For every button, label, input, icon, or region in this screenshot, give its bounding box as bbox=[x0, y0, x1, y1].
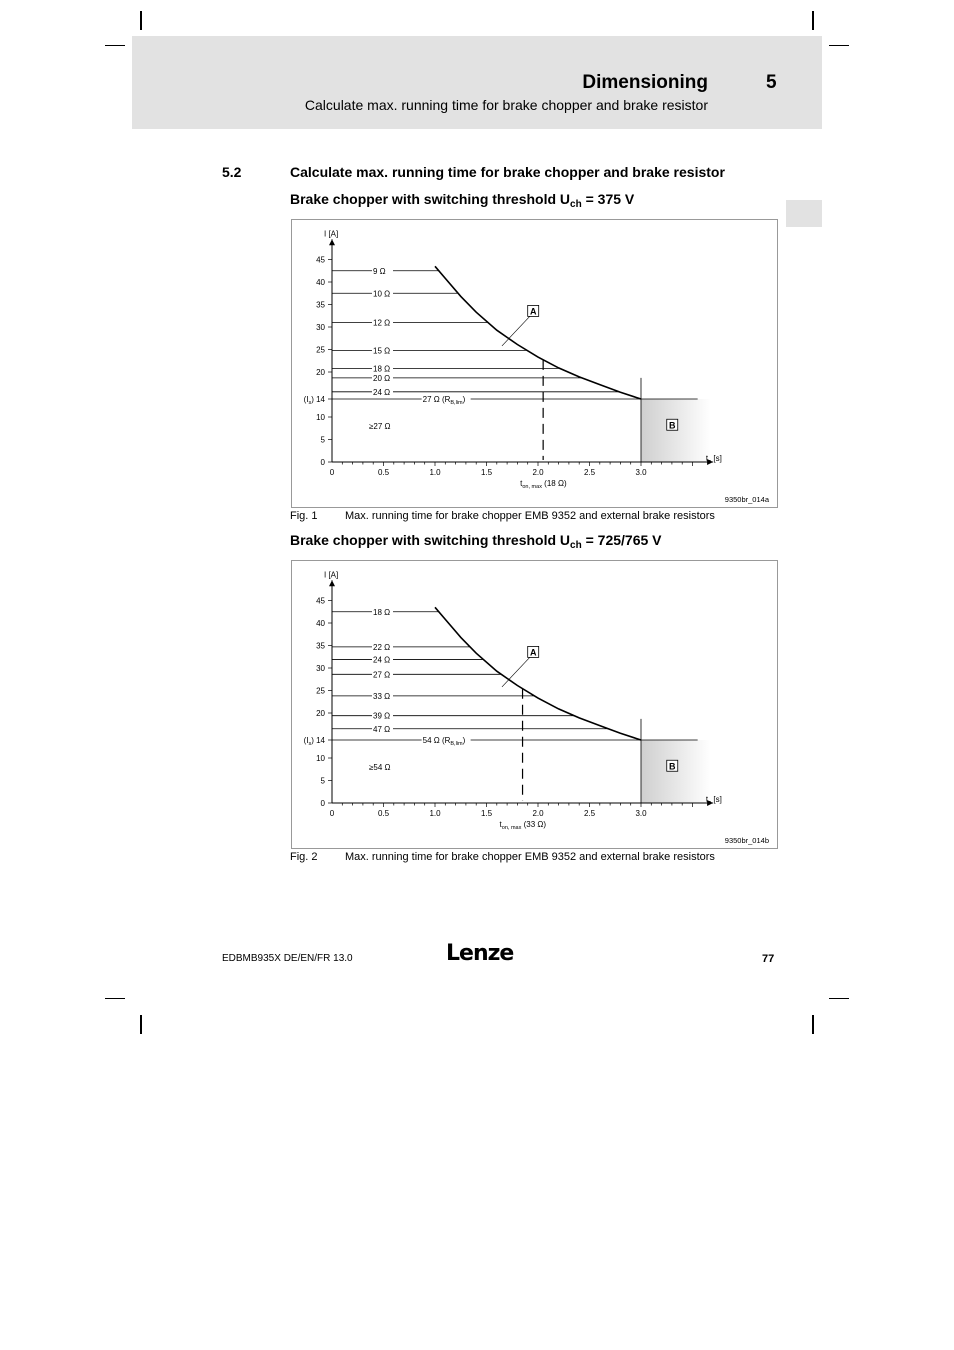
x-tick-label: 2.0 bbox=[532, 809, 544, 818]
x-tick-label: 3.0 bbox=[635, 809, 647, 818]
region-b-label: B bbox=[669, 761, 676, 772]
resistor-label: 27 Ω bbox=[373, 670, 391, 680]
x-tick-label: 0 bbox=[329, 809, 335, 818]
y-tick-label: 35 bbox=[316, 641, 325, 651]
y-axis-arrow bbox=[329, 580, 335, 586]
y-tick-label: 0 bbox=[320, 799, 325, 808]
subheading-text: Brake chopper with switching threshold U bbox=[290, 191, 571, 207]
region-a-leader bbox=[502, 316, 530, 346]
crop-mark bbox=[829, 998, 849, 999]
y-tick-label: 10 bbox=[316, 413, 325, 422]
resistor-label: 24 Ω bbox=[373, 387, 391, 397]
x-tick-label: 2.5 bbox=[583, 468, 596, 477]
resistor-label: 12 Ω bbox=[373, 318, 391, 328]
lenze-logo: Lenze bbox=[446, 941, 514, 966]
chapter-side-tab bbox=[786, 200, 822, 227]
figure-2-caption: Max. running time for brake chopper EMB 9352 and external brake resistors bbox=[345, 851, 715, 863]
footer-doc-id: EDBMB935X DE/EN/FR 13.0 bbox=[222, 953, 353, 964]
resistor-label: 20 Ω bbox=[373, 373, 391, 383]
chart-2 bbox=[292, 561, 777, 848]
max-time-curve bbox=[435, 607, 641, 740]
subheading-text: Brake chopper with switching threshold U bbox=[290, 532, 571, 548]
resistor-label: 33 Ω bbox=[373, 691, 391, 701]
resistor-label: 27 Ω $(R_{B,lim})$ bbox=[422, 395, 466, 406]
y-tick-label: 20 bbox=[316, 709, 325, 718]
region-b-label: B bbox=[669, 420, 676, 431]
figure-1 bbox=[291, 219, 778, 508]
resistor-label: 15 Ω bbox=[373, 346, 391, 356]
marker-label: $t_{on, max}$ (18 Ω) bbox=[520, 479, 567, 490]
resistor-label: 39 Ω bbox=[373, 711, 391, 721]
figure-1-label: Fig. 1 bbox=[290, 510, 318, 522]
section-title: Calculate max. running time for brake chopper and brake resistor bbox=[290, 164, 725, 180]
y-tick-label: 45 bbox=[316, 596, 325, 606]
y-tick-label: 0 bbox=[320, 458, 325, 467]
y-axis-label: I [A] bbox=[324, 229, 339, 239]
y-tick-label: 45 bbox=[316, 255, 325, 265]
y-tick-label: 10 bbox=[316, 754, 325, 763]
max-time-curve bbox=[435, 266, 641, 399]
chart-1 bbox=[292, 220, 777, 507]
chapter-number: 5 bbox=[766, 72, 777, 93]
crop-mark bbox=[140, 11, 142, 30]
figure-1-caption: Max. running time for brake chopper EMB 9352 and external brake resistors bbox=[345, 510, 715, 522]
resistor-label: 22 Ω bbox=[373, 642, 391, 652]
y-tick-label: 30 bbox=[316, 323, 325, 332]
x-tick-label: 2.5 bbox=[583, 809, 596, 818]
figure-code: 9350br_014b bbox=[724, 836, 769, 845]
resistor-label: 47 Ω bbox=[373, 724, 391, 734]
crop-mark bbox=[140, 1015, 142, 1034]
region-a-leader bbox=[502, 657, 530, 687]
y-tick-label: 35 bbox=[316, 300, 325, 310]
header-band bbox=[132, 36, 822, 129]
marker-label: $t_{on, max}$ (33 Ω) bbox=[499, 820, 547, 831]
x-axis-label: $t_e$ [s] bbox=[705, 454, 722, 465]
x-tick-label: 1.5 bbox=[480, 468, 493, 477]
y-tick-label: 25 bbox=[316, 686, 325, 696]
below-limit-label: ≥54 Ω bbox=[369, 763, 391, 773]
figure-2 bbox=[291, 560, 778, 849]
resistor-label: 18 Ω bbox=[373, 364, 391, 374]
figure-2-label: Fig. 2 bbox=[290, 851, 318, 863]
y-tick-label: $(I_s)$ 14 bbox=[303, 395, 325, 406]
crop-mark bbox=[105, 998, 125, 999]
resistor-label: 24 Ω bbox=[373, 655, 391, 665]
y-tick-label: 5 bbox=[320, 776, 325, 786]
subheading-725v bbox=[290, 532, 662, 551]
figure-code: 9350br_014a bbox=[724, 495, 769, 504]
crop-mark bbox=[812, 1015, 814, 1034]
region-a-label: A bbox=[529, 306, 537, 317]
crop-mark bbox=[812, 11, 814, 30]
y-tick-label: 40 bbox=[316, 619, 325, 628]
resistor-label: 54 Ω $(R_{B,lim})$ bbox=[422, 736, 466, 747]
y-tick-label: 40 bbox=[316, 278, 325, 287]
subheading-value: = 375 V bbox=[581, 191, 635, 207]
subheading-subscript: ch bbox=[570, 199, 582, 210]
below-limit-label: ≥27 Ω bbox=[369, 422, 391, 432]
x-tick-label: 0.5 bbox=[377, 809, 390, 818]
subheading-subscript: ch bbox=[570, 540, 582, 551]
y-tick-label: 30 bbox=[316, 664, 325, 673]
section-number: 5.2 bbox=[222, 164, 242, 180]
chapter-title: Dimensioning bbox=[582, 72, 708, 93]
subheading-375v bbox=[290, 191, 634, 210]
y-tick-label: 5 bbox=[320, 435, 325, 445]
y-tick-label: 25 bbox=[316, 345, 325, 355]
x-tick-label: 1.5 bbox=[480, 809, 493, 818]
x-tick-label: 2.0 bbox=[532, 468, 544, 477]
chapter-subtitle: Calculate max. running time for brake chopper and brake resistor bbox=[304, 97, 708, 113]
resistor-label: 9 Ω bbox=[373, 266, 386, 276]
x-tick-label: 1.0 bbox=[429, 468, 441, 477]
y-axis-arrow bbox=[329, 239, 335, 245]
y-tick-label: 20 bbox=[316, 368, 325, 377]
crop-mark bbox=[829, 45, 849, 46]
x-axis-label: $t_e$ [s] bbox=[705, 795, 722, 806]
y-tick-label: $(I_s)$ 14 bbox=[303, 736, 325, 747]
x-tick-label: 3.0 bbox=[635, 468, 647, 477]
region-a-label: A bbox=[529, 647, 537, 658]
subheading-value: = 725/765 V bbox=[581, 532, 662, 548]
x-tick-label: 0.5 bbox=[377, 468, 390, 477]
resistor-label: 18 Ω bbox=[373, 607, 391, 617]
page-number: 77 bbox=[762, 953, 775, 965]
x-tick-label: 1.0 bbox=[429, 809, 441, 818]
resistor-label: 10 Ω bbox=[373, 289, 391, 299]
y-axis-label: I [A] bbox=[324, 570, 339, 580]
crop-mark bbox=[105, 45, 125, 46]
x-tick-label: 0 bbox=[329, 468, 335, 477]
